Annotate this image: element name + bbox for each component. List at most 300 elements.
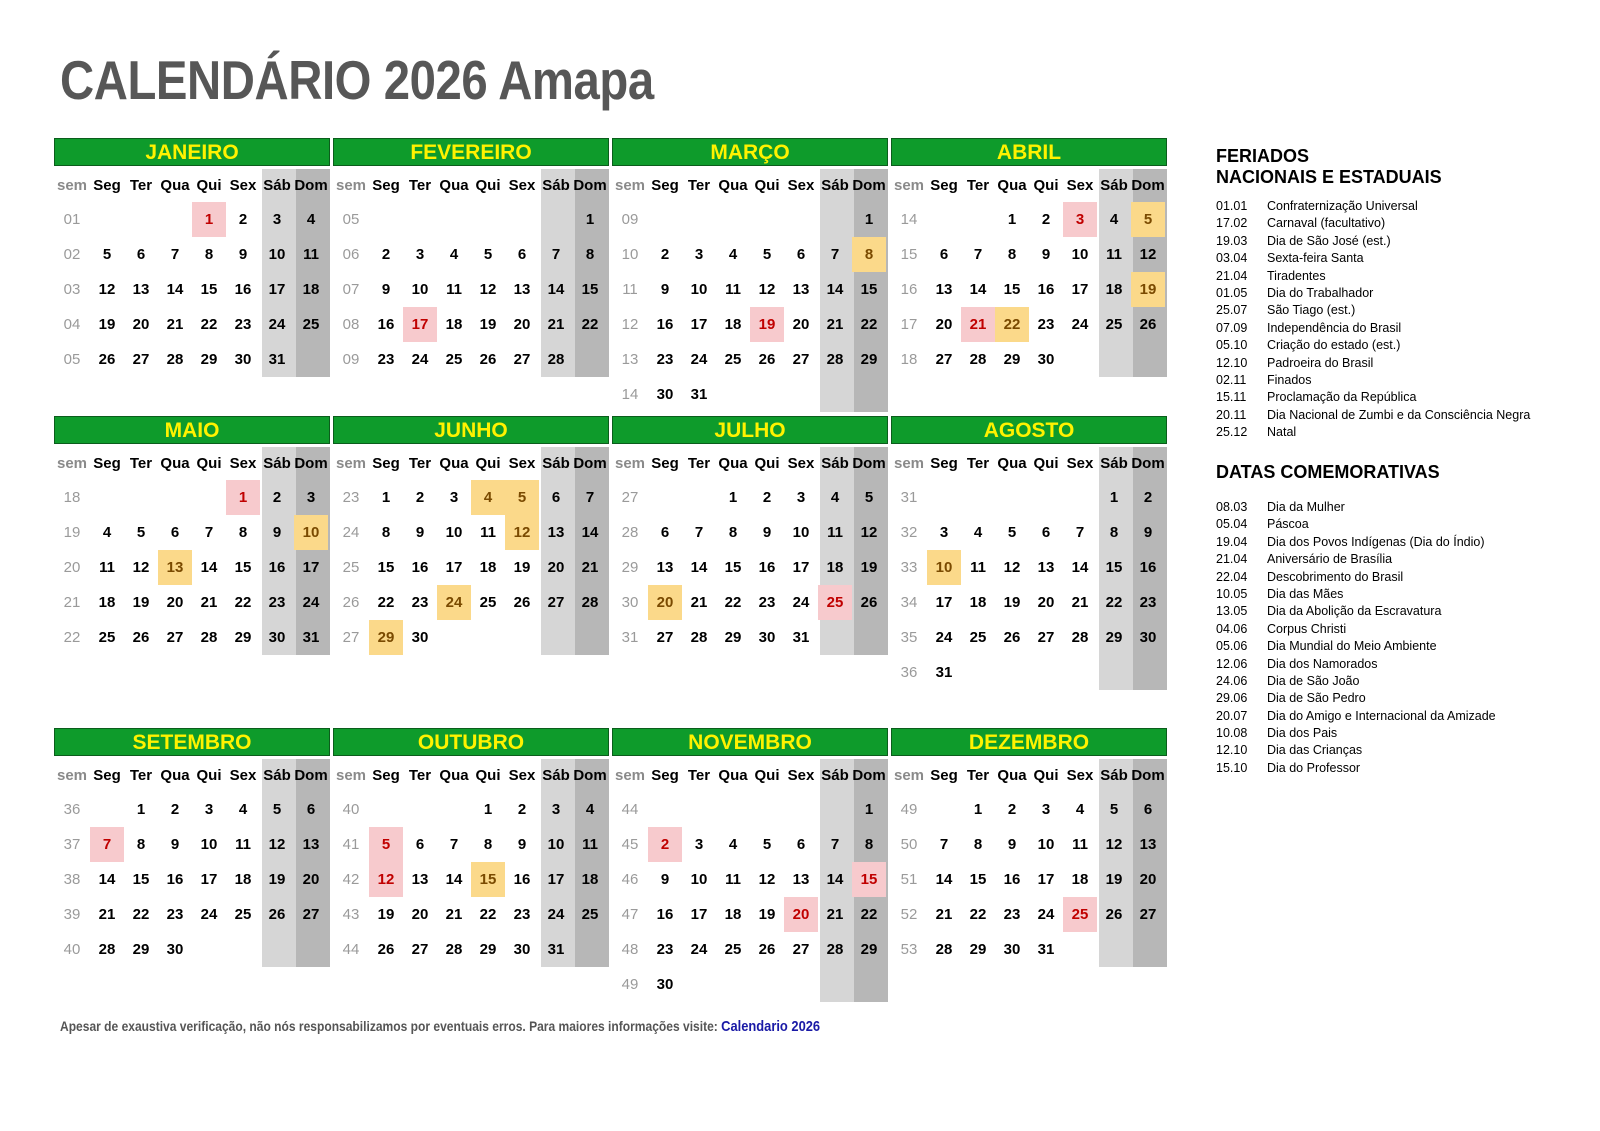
item-date: 21.04	[1216, 552, 1248, 567]
day-cell: 13	[158, 550, 192, 585]
day-cell: 17	[445, 559, 463, 576]
weekday-header: Sáb	[821, 455, 849, 472]
day-cell: 24	[690, 941, 708, 958]
day-cell: 14	[98, 871, 116, 888]
day-cell: 1	[192, 202, 226, 237]
week-number: 43	[342, 906, 360, 923]
weekday-header: Sex	[229, 455, 257, 472]
week-header: sem	[614, 455, 646, 472]
week-row	[612, 272, 888, 307]
day-cell: 14	[547, 281, 565, 298]
day-cell: 28	[1071, 629, 1089, 646]
day-cell: 7	[170, 246, 180, 263]
week-number: 49	[621, 976, 639, 993]
week-number: 28	[621, 524, 639, 541]
weekday-header: Ter	[408, 455, 432, 472]
week-number: 48	[621, 941, 639, 958]
item-name: Dia dos Povos Indígenas (Dia do Índio)	[1267, 534, 1485, 549]
day-cell	[716, 967, 750, 1002]
day-cell: 24	[935, 629, 953, 646]
weekday-header: Dom	[1131, 455, 1165, 472]
day-cell: 22	[479, 906, 497, 923]
weekday-header: Ter	[408, 177, 432, 194]
day-cell: 15	[132, 871, 150, 888]
week-number: 18	[900, 351, 918, 368]
day-cell	[573, 932, 607, 967]
day-cell: 24	[547, 906, 565, 923]
day-cell: 10	[1037, 836, 1055, 853]
day-cell	[369, 202, 403, 237]
item-date: 05.06	[1216, 639, 1248, 654]
item-name: Dia dos Namorados	[1267, 656, 1378, 671]
day-cell: 5	[272, 801, 282, 818]
day-cell: 13	[792, 281, 810, 298]
list-item	[1216, 516, 1496, 533]
weekday-header: Dom	[1131, 177, 1165, 194]
day-cell: 9	[272, 524, 282, 541]
day-cell: 14	[690, 559, 708, 576]
day-cell: 22	[969, 906, 987, 923]
item-name: Dia Nacional de Zumbi e da Consciência Negra	[1267, 407, 1531, 422]
day-cell: 18	[724, 316, 742, 333]
week-number: 40	[342, 801, 360, 818]
day-cell: 4	[585, 801, 595, 818]
day-cell: 9	[762, 524, 772, 541]
day-cell	[750, 792, 784, 827]
day-cell: 20	[132, 316, 150, 333]
week-row	[54, 585, 330, 620]
day-cell: 23	[377, 351, 395, 368]
day-cell: 21	[690, 594, 708, 611]
day-cell: 1	[864, 801, 874, 818]
day-cell: 8	[381, 524, 391, 541]
week-row	[612, 307, 888, 342]
weekday-header: Ter	[966, 455, 990, 472]
week-number: 05	[342, 211, 360, 228]
day-cell: 31	[302, 629, 320, 646]
day-cell: 23	[1139, 594, 1157, 611]
list-item	[1216, 742, 1496, 759]
day-cell: 29	[724, 629, 742, 646]
day-cell: 12	[505, 515, 539, 550]
week-row	[891, 655, 1167, 690]
week-row	[891, 897, 1167, 932]
week-row	[891, 550, 1167, 585]
day-cell: 27	[1139, 906, 1157, 923]
week-number: 25	[342, 559, 360, 576]
day-cell: 6	[939, 246, 949, 263]
day-cell: 4	[973, 524, 983, 541]
list-item	[1216, 690, 1496, 707]
day-cell	[961, 655, 995, 690]
item-date: 03.04	[1216, 251, 1248, 266]
weekday-header: Qui	[196, 177, 222, 194]
day-cell: 10	[690, 281, 708, 298]
day-cell: 30	[656, 976, 674, 993]
day-cell: 27	[656, 629, 674, 646]
weekday-header-row	[54, 759, 330, 792]
day-cell: 25	[818, 585, 852, 620]
day-cell: 19	[513, 559, 531, 576]
item-name: Corpus Christi	[1267, 621, 1347, 636]
day-cell: 13	[1037, 559, 1055, 576]
week-number: 27	[621, 489, 639, 506]
day-cell: 28	[98, 941, 116, 958]
day-cell: 8	[1007, 246, 1017, 263]
month-setembro	[54, 728, 330, 967]
item-date: 04.06	[1216, 621, 1248, 636]
page-title: CALENDÁRIO 2026 Amapa	[60, 49, 654, 111]
day-cell: 7	[1075, 524, 1085, 541]
week-number: 16	[900, 281, 918, 298]
day-cell: 22	[200, 316, 218, 333]
day-cell: 26	[479, 351, 497, 368]
day-cell: 25	[1105, 316, 1123, 333]
week-number: 18	[63, 489, 81, 506]
weekday-header: Dom	[573, 767, 607, 784]
day-cell	[505, 620, 539, 655]
day-cell: 22	[377, 594, 395, 611]
day-cell	[852, 967, 886, 1002]
weekday-header: Qui	[754, 767, 780, 784]
week-row	[891, 237, 1167, 272]
month-grid	[612, 447, 888, 655]
day-cell: 27	[166, 629, 184, 646]
week-number: 45	[621, 836, 639, 853]
weekday-header: Dom	[294, 767, 328, 784]
list-item	[1216, 760, 1496, 777]
day-cell: 15	[1003, 281, 1021, 298]
day-cell: 17	[403, 307, 437, 342]
day-cell: 20	[166, 594, 184, 611]
day-cell: 3	[694, 836, 704, 853]
day-cell: 10	[200, 836, 218, 853]
weekday-header: Sáb	[542, 177, 570, 194]
week-row	[891, 342, 1167, 377]
day-cell: 26	[1003, 629, 1021, 646]
day-cell: 25	[234, 906, 252, 923]
day-cell: 10	[547, 836, 565, 853]
day-cell: 26	[513, 594, 531, 611]
day-cell: 7	[830, 836, 840, 853]
day-cell: 8	[136, 836, 146, 853]
week-number: 01	[63, 211, 81, 228]
day-cell: 20	[648, 585, 682, 620]
week-header: sem	[893, 767, 925, 784]
day-cell: 8	[483, 836, 493, 853]
item-name: Dia de São João	[1267, 673, 1360, 688]
day-cell: 31	[547, 941, 565, 958]
week-row	[333, 585, 609, 620]
week-header: sem	[56, 177, 88, 194]
day-cell: 2	[381, 246, 391, 263]
day-cell: 14	[935, 871, 953, 888]
day-cell: 5	[369, 827, 403, 862]
week-row	[891, 792, 1167, 827]
weekday-header-row	[891, 759, 1167, 792]
item-date: 10.05	[1216, 586, 1248, 601]
week-row	[612, 342, 888, 377]
item-name: Independência do Brasil	[1267, 320, 1402, 335]
month-title: SETEMBRO	[54, 728, 330, 756]
day-cell: 15	[234, 559, 252, 576]
day-cell	[1131, 655, 1165, 690]
week-row	[54, 342, 330, 377]
day-cell: 17	[302, 559, 320, 576]
week-row	[54, 480, 330, 515]
weekday-header: Sex	[508, 177, 536, 194]
day-cell: 18	[826, 559, 844, 576]
day-cell: 26	[758, 941, 776, 958]
footer-text: Apesar de exaustiva verificação, não nós responsabilizamos por eventuais erros. Para maiores informações visite:	[60, 1018, 718, 1034]
day-cell: 11	[303, 246, 319, 263]
day-cell: 17	[200, 871, 218, 888]
day-cell: 13	[132, 281, 150, 298]
day-cell: 12	[1139, 246, 1157, 263]
day-cell: 11	[99, 559, 115, 576]
week-header: sem	[56, 455, 88, 472]
day-cell: 31	[935, 664, 953, 681]
week-number: 35	[900, 629, 918, 646]
day-cell	[1029, 480, 1063, 515]
weekday-header: Ter	[129, 455, 153, 472]
list-item	[1216, 551, 1496, 568]
week-number: 20	[63, 559, 81, 576]
day-cell: 1	[136, 801, 146, 818]
day-cell	[1063, 655, 1097, 690]
item-name: Tiradentes	[1267, 268, 1326, 283]
week-row	[333, 792, 609, 827]
day-cell: 21	[547, 316, 565, 333]
day-cell: 25	[724, 351, 742, 368]
day-cell: 14	[969, 281, 987, 298]
day-cell: 22	[581, 316, 599, 333]
day-cell: 8	[585, 246, 595, 263]
day-cell: 1	[1109, 489, 1119, 506]
day-cell: 17	[935, 594, 953, 611]
day-cell	[818, 967, 852, 1002]
day-cell	[682, 480, 716, 515]
day-cell	[403, 202, 437, 237]
day-cell: 30	[234, 351, 252, 368]
weekday-header: Sex	[508, 455, 536, 472]
week-row	[54, 792, 330, 827]
day-cell: 28	[547, 351, 565, 368]
day-cell: 13	[547, 524, 565, 541]
day-cell: 5	[864, 489, 874, 506]
day-cell: 5	[483, 246, 493, 263]
day-cell: 14	[581, 524, 599, 541]
week-number: 03	[63, 281, 81, 298]
day-cell	[750, 967, 784, 1002]
item-date: 15.11	[1216, 390, 1247, 405]
day-cell: 28	[826, 351, 844, 368]
day-cell: 31	[268, 351, 286, 368]
day-cell	[294, 342, 328, 377]
day-cell	[784, 377, 818, 412]
weekday-header: Dom	[852, 455, 886, 472]
week-number: 07	[342, 281, 360, 298]
week-number: 06	[342, 246, 360, 263]
day-cell: 1	[483, 801, 493, 818]
day-cell: 21	[581, 559, 599, 576]
day-cell	[818, 620, 852, 655]
day-cell: 15	[200, 281, 218, 298]
weekday-header: Seg	[651, 767, 679, 784]
day-cell: 20	[1037, 594, 1055, 611]
day-cell: 7	[204, 524, 214, 541]
day-cell: 25	[98, 629, 116, 646]
item-date: 02.11	[1216, 372, 1247, 387]
day-cell: 1	[226, 480, 260, 515]
weekday-header: Qui	[475, 455, 501, 472]
month-title: NOVEMBRO	[612, 728, 888, 756]
day-cell	[437, 792, 471, 827]
day-cell: 29	[234, 629, 252, 646]
day-cell	[682, 202, 716, 237]
week-row	[612, 620, 888, 655]
weekday-header: Sex	[787, 767, 815, 784]
day-cell: 19	[132, 594, 150, 611]
day-cell: 12	[98, 281, 116, 298]
day-cell: 29	[479, 941, 497, 958]
week-row	[54, 202, 330, 237]
weekday-header: Dom	[294, 177, 328, 194]
weekday-header-row	[891, 447, 1167, 480]
week-row	[612, 967, 888, 1002]
weekday-header: Seg	[930, 455, 958, 472]
day-cell: 6	[136, 246, 146, 263]
day-cell: 27	[547, 594, 565, 611]
weekday-header: Dom	[1131, 767, 1165, 784]
day-cell: 12	[1003, 559, 1021, 576]
day-cell: 20	[1139, 871, 1157, 888]
week-number: 08	[342, 316, 360, 333]
weekday-header-row	[612, 447, 888, 480]
day-cell: 5	[102, 246, 112, 263]
week-row	[891, 202, 1167, 237]
day-cell	[682, 967, 716, 1002]
item-name: Dia Mundial do Meio Ambiente	[1267, 639, 1437, 654]
day-cell: 20	[784, 897, 818, 932]
week-number: 41	[342, 836, 360, 853]
day-cell: 2	[1007, 801, 1017, 818]
week-row	[612, 897, 888, 932]
item-date: 24.06	[1216, 673, 1248, 688]
week-row	[612, 862, 888, 897]
commemoratives-title: DATAS COMEMORATIVAS	[1216, 462, 1440, 482]
day-cell: 25	[479, 594, 497, 611]
item-date: 20.07	[1216, 708, 1248, 723]
day-cell: 1	[381, 489, 391, 506]
day-cell: 11	[827, 524, 843, 541]
list-item	[1216, 708, 1496, 725]
weekday-header: Qua	[160, 767, 190, 784]
day-cell: 18	[445, 316, 463, 333]
week-row	[54, 827, 330, 862]
month-grid	[54, 169, 330, 377]
week-number: 04	[63, 316, 81, 333]
day-cell: 3	[306, 489, 316, 506]
day-cell: 13	[935, 281, 953, 298]
week-header: sem	[335, 177, 367, 194]
holidays-title-line1: FERIADOS	[1216, 146, 1310, 166]
day-cell	[1131, 932, 1165, 967]
day-cell	[716, 792, 750, 827]
day-cell: 2	[272, 489, 282, 506]
item-name: Dia das Mães	[1267, 586, 1344, 601]
day-cell	[573, 342, 607, 377]
day-cell: 3	[939, 524, 949, 541]
day-cell: 28	[935, 941, 953, 958]
list-item	[1216, 638, 1496, 655]
week-number: 52	[900, 906, 918, 923]
day-cell: 13	[656, 559, 674, 576]
week-header: sem	[614, 767, 646, 784]
week-number: 13	[621, 351, 639, 368]
day-cell: 13	[302, 836, 320, 853]
day-cell: 16	[1139, 559, 1157, 576]
item-date: 05.04	[1216, 517, 1248, 532]
day-cell	[1097, 655, 1131, 690]
day-cell: 30	[166, 941, 184, 958]
footer-link[interactable]: Calendario 2026	[721, 1018, 821, 1035]
day-cell: 22	[860, 906, 878, 923]
week-number: 37	[63, 836, 81, 853]
day-cell	[927, 480, 961, 515]
day-cell: 9	[1041, 246, 1051, 263]
day-cell: 12	[479, 281, 497, 298]
day-cell: 17	[268, 281, 286, 298]
weekday-header-row	[333, 169, 609, 202]
list-item	[1216, 725, 1496, 742]
day-cell	[403, 792, 437, 827]
day-cell	[716, 202, 750, 237]
day-cell: 24	[1071, 316, 1089, 333]
item-date: 19.03	[1216, 233, 1248, 248]
week-number: 19	[63, 524, 81, 541]
weekday-header-row	[612, 169, 888, 202]
list-item	[1216, 268, 1530, 285]
weekday-header: Sáb	[263, 455, 291, 472]
item-name: Natal	[1267, 425, 1297, 440]
month-title: JULHO	[612, 416, 888, 444]
month-janeiro	[54, 138, 330, 377]
day-cell: 19	[479, 316, 497, 333]
week-number: 34	[900, 594, 918, 611]
day-cell: 19	[1105, 871, 1123, 888]
weekday-header: Dom	[573, 177, 607, 194]
weekday-header: Qui	[475, 767, 501, 784]
weekday-header: Sáb	[263, 177, 291, 194]
day-cell: 15	[1105, 559, 1123, 576]
day-cell: 22	[1105, 594, 1123, 611]
day-cell: 16	[166, 871, 184, 888]
day-cell: 14	[1071, 559, 1089, 576]
day-cell: 6	[415, 836, 425, 853]
day-cell	[1097, 932, 1131, 967]
weekday-header: Seg	[372, 455, 400, 472]
item-date: 20.11	[1216, 407, 1247, 422]
day-cell: 13	[1139, 836, 1157, 853]
week-number: 15	[900, 246, 918, 263]
month-title: DEZEMBRO	[891, 728, 1167, 756]
week-row	[333, 515, 609, 550]
day-cell: 27	[302, 906, 320, 923]
week-header: sem	[335, 767, 367, 784]
day-cell: 23	[234, 316, 252, 333]
holidays-title-line2: NACIONAIS E ESTADUAIS	[1216, 167, 1442, 187]
